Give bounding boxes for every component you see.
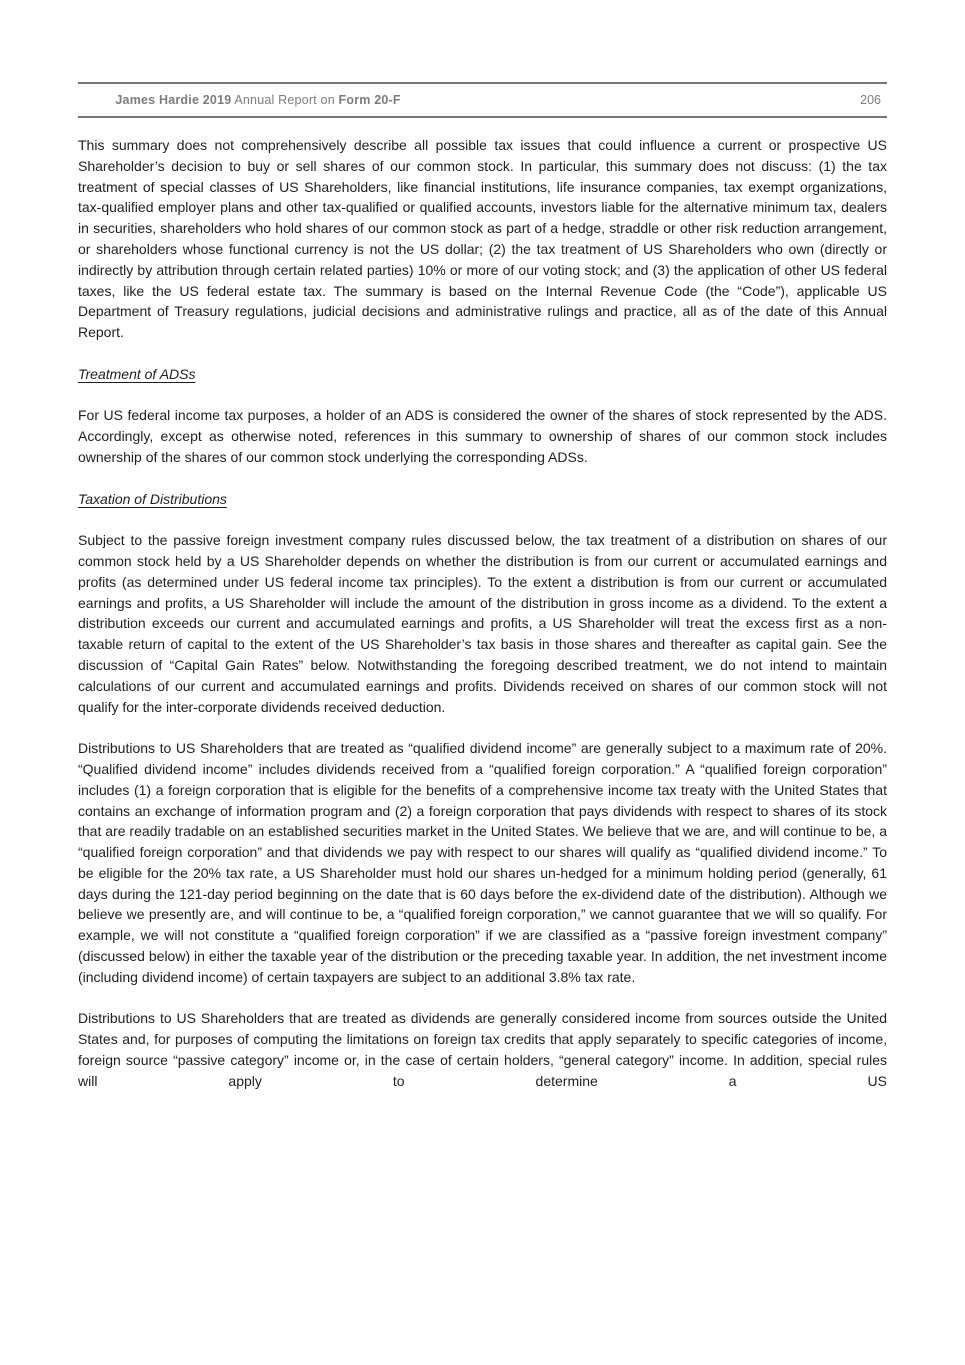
report-title-middle: Annual Report on — [231, 93, 339, 107]
heading-taxation-of-distributions: Taxation of Distributions — [78, 490, 227, 507]
page-header — [78, 0, 887, 118]
report-title — [86, 79, 401, 121]
page-number: 206 — [860, 93, 881, 107]
heading-treatment-of-adss: Treatment of ADSs — [78, 365, 196, 382]
report-form-name: Form 20-F — [338, 93, 401, 107]
paragraph-treatment-of-adss: For US federal income tax purposes, a holder of an ADS is considered the owner of the shares of stock represented by the ADS. Accordingly, except as otherwise noted, references in this summary to ownership of shares of our common stock includes ownership of the shares of our common stock underlying the corresponding ADSs. — [78, 407, 887, 465]
paragraph-taxation-earnings-profits: Subject to the passive foreign investment company rules discussed below, the tax treatment of a distribution on shares of our common stock held by a US Shareholder depends on whether the distribution is from our current or accumulated earnings and profits (as determined under US federal income tax principles). To the extent a distribution is from our current or accumulated earnings and profits, a US Shareholder will include the amount of the distribution in gross income as a dividend. To the extent a distribution exceeds our current and accumulated earnings and profits, a US Shareholder will treat the excess first as a non-taxable return of capital to the extent of the US Shareholder’s tax basis in those shares and thereafter as capital gain. See the discussion of “Capital Gain Rates” below. Notwithstanding the foregoing described treatment, we do not intend to maintain calculations of our current and accumulated earnings and profits. Dividends received on shares of our common stock will not qualify for the inter-corporate dividends received deduction. — [78, 532, 887, 715]
paragraph-qualified-dividend-income: Distributions to US Shareholders that are treated as “qualified dividend income” are generally subject to a maximum rate of 20%. “Qualified dividend income” includes dividends received from a “qualified foreign corporation.” A “qualified foreign corporation” includes (1) a foreign corporation that is eligible for the benefits of a comprehensive income tax treaty with the United States that contains an exchange of information program and (2) a foreign corporation that pays dividends with respect to shares of its stock that are readily tradable on an established securities market in the United States. We believe that we are, and will continue to be, a “qualified foreign corporation” and that dividends we pay with respect to our shares will qualify as “qualified dividend income.” To be eligible for the 20% tax rate, a US Shareholder must hold our shares un-hedged for a minimum holding period (generally, 61 days during the 121-day period beginning on the date that is 60 days before the ex-dividend date of the distribution). Although we believe we presently are, and will continue to be, a “qualified foreign corporation,” we cannot guarantee that we will so qualify. For example, we will not constitute a “qualified foreign corporation” if we are classified as a “passive foreign investment company” (discussed below) in either the taxable year of the distribution or the preceding taxable year. In addition, the net investment income (including dividend income) of certain taxpayers are subject to an additional 3.8% tax rate. — [78, 740, 887, 985]
header-row — [78, 84, 887, 116]
paragraph-tax-summary-scope: This summary does not comprehensively describe all possible tax issues that could influence a current or prospective US Shareholder’s decision to buy or sell shares of our common stock. In particular, this summary does not discuss: (1) the tax treatment of special classes of US Shareholders, like financial institutions, life insurance companies, tax exempt organizations, tax-qualified employer plans and other tax-qualified or qualified accounts, investors liable for the alternative minimum tax, dealers in securities, shareholders who hold shares of our common stock as part of a hedge, straddle or other risk reduction arrangement, or shareholders whose functional currency is not the US dollar; (2) the tax treatment of US Shareholders who own (directly or indirectly by attribution through certain related parties) 10% or more of our voting stock; and (3) the application of other US federal taxes, like the US federal estate tax. The summary is based on the Internal Revenue Code (the “Code”), applicable US Department of Treasury regulations, judicial decisions and administrative rulings and practice, all as of the date of this Annual Report. — [78, 137, 887, 341]
paragraph-foreign-tax-credits: Distributions to US Shareholders that are treated as dividends are generally considered income from sources outside the United States and, for purposes of computing the limitations on foreign tax credits that apply separately to specific categories of income, foreign source “passive category” income or, in the case of certain holders, “general category” income. In addition, special rules will apply to determine a US — [78, 1010, 887, 1089]
report-brand-year: James Hardie 2019 — [115, 93, 232, 107]
document-body — [78, 118, 887, 1092]
